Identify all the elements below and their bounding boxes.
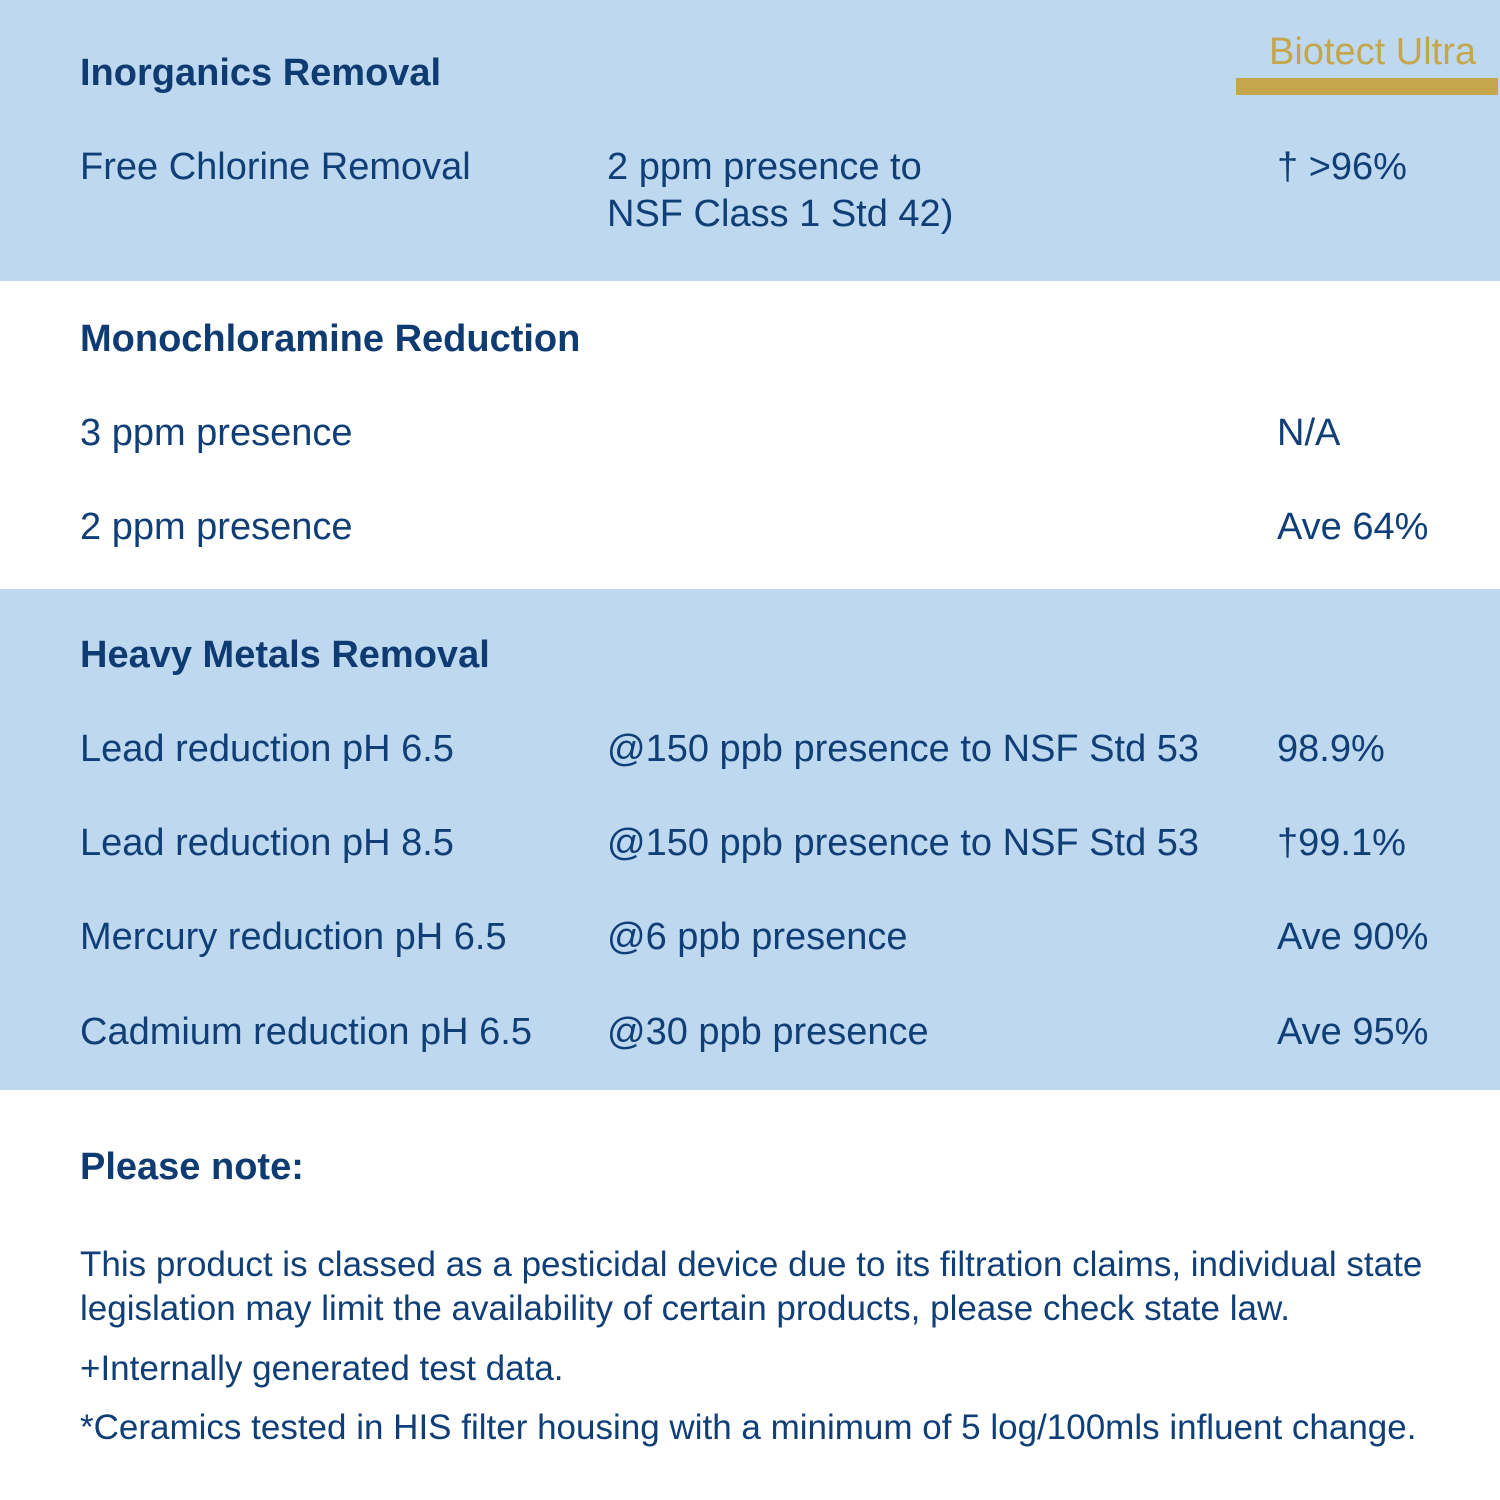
heavy-metals-row-condition: @30 ppb presence (607, 1011, 929, 1053)
heavy-metals-row-label: Lead reduction pH 6.5 (80, 728, 454, 770)
monochloramine-row-result: N/A (1277, 412, 1341, 454)
note-paragraph: This product is classed as a pesticidal device due to its filtration claims, individual state legislation may limit the availability of certain products, please check state law. (80, 1245, 1423, 1328)
product-badge (1236, 30, 1498, 95)
notes-heading: Please note: (80, 1146, 304, 1188)
heavy-metals-row-label: Lead reduction pH 8.5 (80, 822, 454, 864)
free-chlorine-condition-line2: NSF Class 1 Std 42) (607, 193, 954, 235)
heavy-metals-row-label: Cadmium reduction pH 6.5 (80, 1011, 532, 1053)
heavy-metals-row-result: 98.9% (1277, 728, 1385, 770)
heavy-metals-row-condition: @150 ppb presence to NSF Std 53 (607, 822, 1200, 864)
heavy-metals-row-condition: @6 ppb presence (607, 916, 908, 958)
monochloramine-row-label: 3 ppm presence (80, 412, 353, 454)
free-chlorine-result: † >96% (1277, 146, 1407, 188)
free-chlorine-label: Free Chlorine Removal (80, 146, 471, 188)
monochloramine-heading: Monochloramine Reduction (80, 318, 581, 360)
note-paragraph: +Internally generated test data. (80, 1349, 564, 1388)
note-paragraph: *Ceramics tested in HIS filter housing with a minimum of 5 log/100mls influent change. (80, 1408, 1417, 1447)
monochloramine-row-result: Ave 64% (1277, 506, 1429, 548)
heavy-metals-row-condition: @150 ppb presence to NSF Std 53 (607, 728, 1200, 770)
heavy-metals-row-result: Ave 95% (1277, 1011, 1429, 1053)
product-name: Biotect Ultra (1269, 31, 1476, 73)
inorganics-heading: Inorganics Removal (80, 52, 442, 94)
product-underline (1236, 78, 1498, 95)
free-chlorine-condition-line1: 2 ppm presence to (607, 146, 922, 188)
heavy-metals-row-result: Ave 90% (1277, 916, 1429, 958)
heavy-metals-heading: Heavy Metals Removal (80, 634, 490, 676)
heavy-metals-row-label: Mercury reduction pH 6.5 (80, 916, 507, 958)
heavy-metals-row-result: †99.1% (1277, 822, 1406, 864)
monochloramine-row-label: 2 ppm presence (80, 506, 353, 548)
